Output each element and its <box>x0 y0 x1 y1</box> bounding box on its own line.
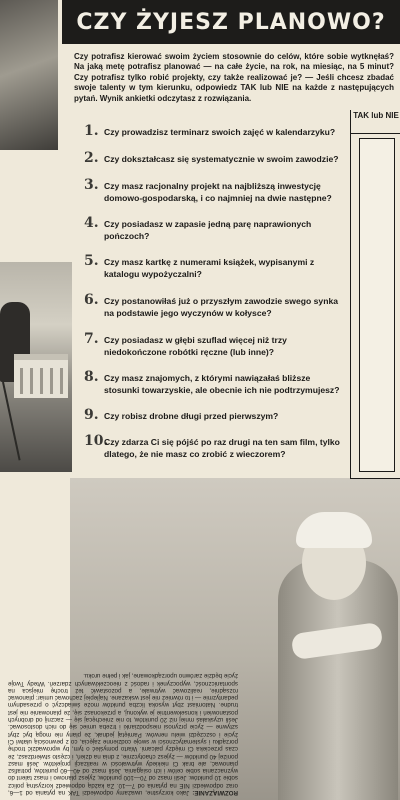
question-item <box>84 407 346 423</box>
solution-upside-down <box>4 484 242 796</box>
question-text: Czy posiadasz w głębi szuflad więcej niż trzy niedokończone robótki ręczne (lub inne)? <box>104 335 287 357</box>
question-number: 9. <box>84 407 99 423</box>
solution-lead: ROZWIĄZANIE: <box>192 789 238 796</box>
answer-column <box>350 110 400 479</box>
page-title: CZY ŻYJESZ PLANOWO? <box>76 9 386 35</box>
question-text: Czy masz znajomych, z którymi nawiązałaś bliższe stosunki towarzyskie, ale obecnie ich nie podtrzymujesz? <box>104 373 340 395</box>
question-text: Czy masz racjonalny projekt na najbliższą inwestycję domowo-gospodarską, i co najmniej na dwie następne? <box>104 181 332 203</box>
question-item <box>84 369 346 396</box>
questionnaire <box>70 110 400 480</box>
question-item <box>84 331 346 358</box>
title-bar <box>62 0 400 44</box>
photo-building <box>14 354 68 398</box>
question-item <box>84 433 346 460</box>
photo-hat <box>296 512 372 548</box>
question-text: Czy postanowiłaś już o przyszłym zawodzie swego synka na podstawie jego wyczynów w kołysce? <box>104 296 339 318</box>
question-number: 1. <box>84 123 99 139</box>
question-number: 5. <box>84 253 99 269</box>
question-number: 3. <box>84 177 99 193</box>
photo-top-left <box>0 0 58 150</box>
question-item <box>84 123 346 139</box>
question-number: 10. <box>84 433 109 449</box>
question-number: 6. <box>84 292 99 308</box>
question-item <box>84 177 346 204</box>
question-number: 8. <box>84 369 99 385</box>
solution-text: Jako korzystne, uważamy odpowiedzi TAK na pytania od 1—6, oraz odpowiedzi NIE na pytania od 7—10. Za każdą odpowiedź korzystną policz sobie 10 punktów. Jeśli masz od 70—100 punktów, żyjesz planowo i masz talent do wyznaczania sobie celów i ich osiągania. Jeśli masz od 40—60 punktów, potrafisz planować, ale brak Ci niekiedy wytrwałości w realizacji projektów. Jeśli masz poniżej 40 punktów — żyjesz chaotycznie, z dnia na dzień, i często stwierdzasz, że czas przecieka Ci między palcami. Warto pomyśleć o tym, by wprowadzić trochę porządku i systematyczności w swoje codzienne zajęcia, co z pewnością ułatwi Ci życie i oszczędzi wielu nerwów. Pamiętaj jednak, że plany nie mogą być zbyt sztywne — życie przynosi niespodzianki i trzeba umieć się do nich dostosować. Jeśli uzyskałaś mniej niż 20 punktów, to nie zniechęcaj się — zacznij od drobnych postanowień i konsekwentnie je wykonuj, a przekonasz się, że planowanie nie jest trudne. Natomiast zbyt wysoka liczba punktów może świadczyć o przesadnym pedantyzmie — i to również nie jest wskazane. Najlepiej zachować umiar: planować rozsądnie, realizować wytrwale, a pozostawić też trochę miejsca na spontaniczność, wypoczynek i radość z nieoczekiwanych zdarzeń. Wtedy Twoje życie będzie zarówno uporządkowane, jak i pełne uroku. <box>8 672 238 796</box>
photo-photographer-building <box>0 262 72 472</box>
question-number: 7. <box>84 331 99 347</box>
question-number: 2. <box>84 150 99 166</box>
answer-column-header: TAK lub NIE <box>351 110 400 134</box>
question-text: Czy zdarza Ci się pójść po raz drugi na ten sam film, tylko dlatego, że nie masz co zrobić z wieczorem? <box>104 437 340 459</box>
intro-paragraph: Czy potrafisz kierować swoim życiem stosownie do celów, które sobie wytknęłaś? Na jaką metę potrafisz planować — na całe życie, na rok, na miesiąc, na 5 minut? Czy potrafisz tylko robić projekty, czy także realizować je? — Jeśli chcesz zbadać swoje talenty w tym kierunku, odpowiedz TAK lub NIE na każde z następujących pytań. Wynik ankietki odczytasz z rozwiązania. <box>74 52 394 103</box>
question-item <box>84 292 346 319</box>
answer-box <box>359 138 395 472</box>
question-text: Czy masz kartkę z numerami książek, wypisanymi z katalogu wypożyczalni? <box>104 257 315 279</box>
question-text: Czy dokształcasz się systematycznie w swoim zawodzie? <box>104 154 339 164</box>
question-item <box>84 215 346 242</box>
question-item <box>84 253 346 280</box>
question-item <box>84 150 346 166</box>
question-number: 4. <box>84 215 99 231</box>
question-text: Czy robisz drobne długi przed pierwszym? <box>104 411 279 421</box>
question-text: Czy prowadzisz terminarz swoich zajęć w kalendarzyku? <box>104 127 336 137</box>
question-text: Czy posiadasz w zapasie jedną parę naprawionych pończoch? <box>104 219 312 241</box>
